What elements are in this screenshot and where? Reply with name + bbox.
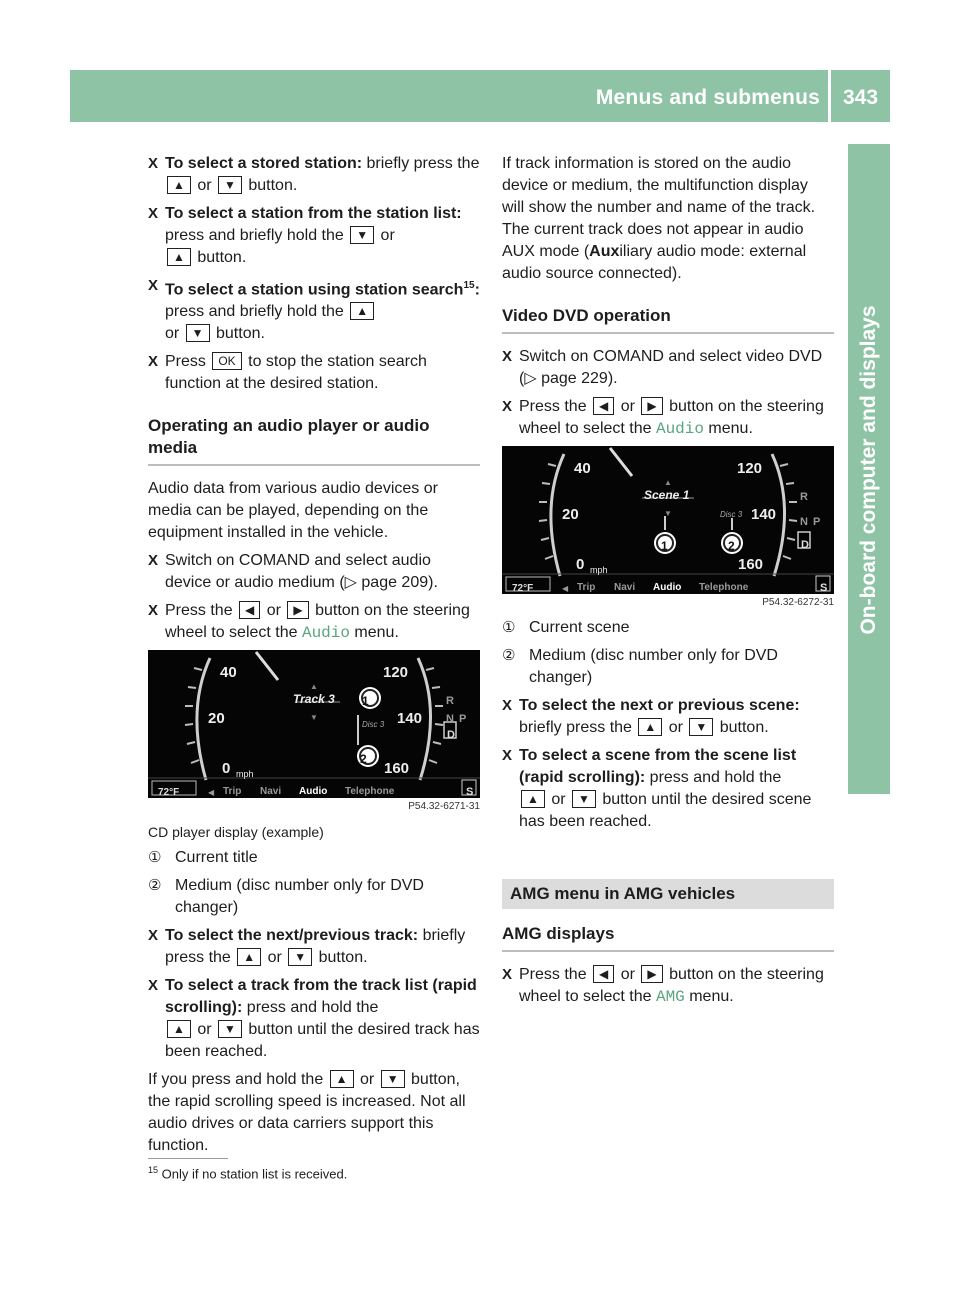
menu-left-icon: ◀ bbox=[562, 584, 569, 593]
disc-label: Disc 3 bbox=[720, 510, 743, 519]
gear-n: N bbox=[446, 713, 454, 726]
speed-unit: mph bbox=[590, 565, 608, 575]
step-select-amg-menu: X Press the ◀ or ▶ button on the steering wheel to select the AMG menu. bbox=[502, 966, 824, 1006]
speed-160: 160 bbox=[738, 556, 764, 573]
section-heading-video-dvd: Video DVD operation bbox=[502, 305, 834, 334]
step-arrow-icon: X bbox=[148, 927, 159, 945]
step-select-audio-menu: X Press the ◀ or ▶ button on the steering wheel to select the Audio menu. bbox=[148, 602, 470, 643]
menu-audio: Audio bbox=[653, 582, 682, 593]
left-button-icon: ◀ bbox=[593, 397, 614, 415]
speed-40: 40 bbox=[220, 664, 237, 682]
speed-160: 160 bbox=[384, 760, 410, 778]
menu-navi: Navi bbox=[614, 582, 636, 593]
menu-navi: Navi bbox=[260, 786, 282, 798]
speed-0: 0 bbox=[222, 760, 231, 778]
scroll-down-icon: ▼ bbox=[664, 509, 672, 518]
ok-button-icon: OK bbox=[212, 352, 241, 370]
speed-20: 20 bbox=[208, 710, 225, 728]
video-dvd-display-image bbox=[502, 446, 834, 594]
current-scene: Scene 1 bbox=[644, 488, 690, 502]
side-tab-label: On-board computer and displays bbox=[857, 305, 880, 635]
step-stored-station: X To select a stored station: briefly press the ▲ or ▼ button. bbox=[148, 155, 480, 194]
step-next-previous-track: X To select the next/previous track: briefly press the ▲ or ▼ button. bbox=[148, 927, 466, 967]
down-button-icon: ▼ bbox=[350, 226, 374, 244]
step-arrow-icon: X bbox=[148, 353, 159, 371]
scroll-up-icon: ▲ bbox=[664, 478, 672, 487]
step-arrow-icon: X bbox=[502, 697, 513, 714]
header-title: Menus and submenus bbox=[595, 86, 820, 109]
image-code: P54.32-6272-31 bbox=[762, 597, 834, 608]
temperature: 72°F bbox=[158, 787, 180, 799]
step-arrow-icon: X bbox=[148, 602, 159, 620]
speed-unit: mph bbox=[236, 769, 254, 780]
scroll-down-icon: ▼ bbox=[310, 713, 318, 723]
image-code: P54.32-6271-31 bbox=[408, 801, 480, 813]
s-indicator: S bbox=[466, 786, 474, 799]
right-button-icon: ▶ bbox=[641, 965, 662, 983]
up-button-icon: ▲ bbox=[237, 948, 261, 966]
down-button-icon: ▼ bbox=[288, 948, 312, 966]
down-button-icon: ▼ bbox=[218, 176, 242, 194]
up-button-icon: ▲ bbox=[167, 248, 191, 266]
left-column bbox=[148, 153, 480, 1163]
step-switch-on-comand: X Switch on COMAND and select audio device or audio medium (▷ page 209). bbox=[148, 552, 438, 592]
menu-trip: Trip bbox=[577, 582, 596, 593]
right-button-icon: ▶ bbox=[287, 601, 308, 619]
step-select-audio-menu-video: X Press the ◀ or ▶ button on the steering wheel to select the Audio menu. bbox=[502, 398, 824, 438]
speed-40: 40 bbox=[574, 460, 591, 477]
down-button-icon: ▼ bbox=[689, 718, 713, 736]
footnote-rule bbox=[148, 1158, 228, 1159]
step-station-list: X To select a station from the station list: press and briefly hold the ▼ or ▲ button. bbox=[148, 205, 462, 266]
gear-d: D bbox=[447, 729, 455, 742]
gear-n: N bbox=[800, 516, 808, 528]
gear-p: P bbox=[813, 516, 821, 528]
menu-telephone: Telephone bbox=[699, 582, 749, 593]
callout-2: 2 bbox=[728, 539, 735, 553]
up-button-icon: ▲ bbox=[521, 790, 545, 808]
scroll-up-icon: ▲ bbox=[310, 682, 318, 692]
up-button-icon: ▲ bbox=[638, 718, 662, 736]
step-arrow-icon: X bbox=[148, 277, 159, 294]
step-arrow-icon: X bbox=[148, 977, 159, 995]
step-press-ok: X Press OK to stop the station search function at the desired station. bbox=[148, 353, 427, 393]
section-heading-audio: Operating an audio player or audio media bbox=[148, 415, 480, 466]
section-heading-amg-displays: AMG displays bbox=[502, 923, 834, 952]
s-indicator: S bbox=[820, 582, 828, 594]
step-arrow-icon: X bbox=[502, 966, 513, 983]
legend-current-scene: ① Current scene bbox=[502, 619, 630, 636]
speed-140: 140 bbox=[751, 506, 777, 523]
legend-medium: ② Medium (disc number only for DVD changer) bbox=[502, 647, 778, 686]
paragraph-rapid-scrolling: If you press and hold the ▲ or ▼ button, the rapid scrolling speed is increased. Not all audio drives or data carriers support this function. bbox=[148, 1071, 466, 1155]
down-button-icon: ▼ bbox=[218, 1020, 242, 1038]
current-track: Track 3 bbox=[293, 692, 335, 707]
left-button-icon: ◀ bbox=[239, 601, 260, 619]
page-number: 343 bbox=[843, 86, 879, 109]
gear-d: D bbox=[801, 539, 809, 551]
speed-140: 140 bbox=[397, 710, 423, 728]
gear-p: P bbox=[459, 713, 467, 726]
step-arrow-icon: X bbox=[148, 205, 159, 222]
up-button-icon: ▲ bbox=[167, 1020, 191, 1038]
down-button-icon: ▼ bbox=[381, 1070, 405, 1088]
paragraph: Audio data from various audio devices or media can be played, depending on the equipment installed in the vehicle. bbox=[148, 480, 438, 542]
header-separator bbox=[828, 70, 831, 122]
up-button-icon: ▲ bbox=[330, 1070, 354, 1088]
gear-r: R bbox=[446, 695, 454, 708]
step-arrow-icon: X bbox=[502, 747, 513, 764]
step-arrow-icon: X bbox=[502, 398, 513, 415]
step-arrow-icon: X bbox=[148, 155, 159, 172]
menu-telephone: Telephone bbox=[345, 786, 395, 798]
step-arrow-icon: X bbox=[148, 552, 159, 570]
right-column bbox=[502, 153, 834, 1014]
legend-current-title: ① Current title bbox=[148, 849, 258, 867]
step-scene-list: X To select a scene from the scene list (rapid scrolling): press and hold the ▲ or ▼ button until the desired scene has been reached. bbox=[502, 747, 812, 830]
temperature: 72°F bbox=[512, 583, 534, 594]
figure-caption: CD player display (example) bbox=[148, 824, 324, 841]
footnote: $^{15}$ Only if no station list is received. bbox=[148, 1165, 348, 1182]
menu-trip: Trip bbox=[223, 786, 242, 798]
step-arrow-icon: X bbox=[502, 348, 513, 365]
speed-20: 20 bbox=[562, 506, 579, 523]
paragraph-track-info: If track information is stored on the audio device or medium, the multifunction display will show the number and name of the track. The current track does not appear in audio AUX mode (Auxiliary audio mode: external audio source connected). bbox=[502, 155, 816, 282]
up-button-icon: ▲ bbox=[167, 176, 191, 194]
section-amg-menu: AMG menu in AMG vehicles bbox=[502, 879, 834, 909]
down-button-icon: ▼ bbox=[186, 324, 210, 342]
left-button-icon: ◀ bbox=[593, 965, 614, 983]
menu-left-icon: ◀ bbox=[208, 788, 215, 798]
callout-1: 1 bbox=[362, 694, 369, 709]
menu-audio: Audio bbox=[299, 786, 328, 798]
step-switch-on-video-dvd: X Switch on COMAND and select video DVD (▷ page 229). bbox=[502, 348, 823, 387]
legend-medium: ② Medium (disc number only for DVD changer) bbox=[148, 877, 424, 917]
speed-0: 0 bbox=[576, 556, 585, 573]
speed-120: 120 bbox=[737, 460, 763, 477]
cd-player-display-image bbox=[148, 650, 480, 798]
step-station-search: X To select a station using station search$^{15}$: press and briefly hold the ▲ or ▼ button. bbox=[148, 277, 480, 343]
disc-label: Disc 3 bbox=[362, 720, 385, 730]
right-button-icon: ▶ bbox=[641, 397, 662, 415]
speed-120: 120 bbox=[383, 664, 409, 682]
callout-1: 1 bbox=[661, 539, 668, 553]
down-button-icon: ▼ bbox=[572, 790, 596, 808]
callout-2: 2 bbox=[360, 752, 367, 767]
gear-r: R bbox=[800, 491, 808, 503]
up-button-icon: ▲ bbox=[350, 302, 374, 320]
step-next-previous-scene: X To select the next or previous scene: briefly press the ▲ or ▼ button. bbox=[502, 697, 800, 736]
step-track-list: X To select a track from the track list (rapid scrolling): press and hold the ▲ or ▼ button until the desired track has been reached. bbox=[148, 977, 480, 1061]
